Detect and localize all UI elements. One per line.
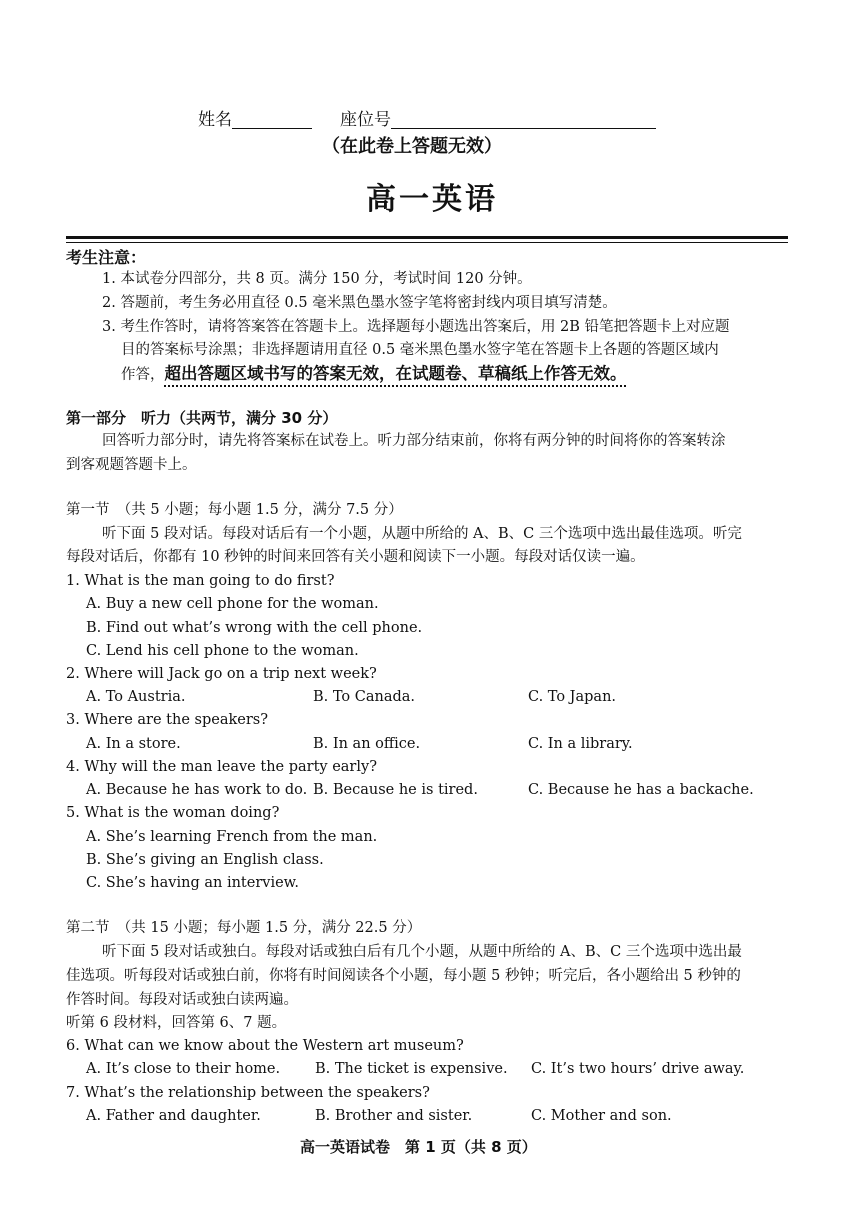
instructions-heading: 考生注意： [66,248,147,267]
part1-intro-2: 到客观题答题卡上。 [66,457,197,473]
q3-option-a: A. In a store. [86,736,181,752]
question-7: 7. What’s the relationship between the speakers? [66,1085,430,1101]
seat-blank [391,112,656,129]
q3-option-b: B. In an office. [313,736,421,752]
q3-option-c: C. In a library. [528,736,633,752]
part1-heading: 第一部分 听力（共两节，满分 30 分） [66,409,338,427]
q4-option-a: A. Because he has work to do. [86,782,308,798]
q6-option-a: A. It’s close to their home. [86,1061,281,1077]
q7-option-c: C. Mother and son. [531,1108,672,1124]
q7-option-b: B. Brother and sister. [315,1108,473,1124]
instruction-3-end [121,366,627,383]
question-4: 4. Why will the man leave the party early? [66,759,377,775]
section1-heading: 第一节 （共 5 小题；每小题 1.5 分，满分 7.5 分） [66,502,403,518]
instruction-2: 2. 答题前，考生务必用直径 0.5 毫米黑色墨水签字笔将密封线内项目填写清楚。 [102,295,617,311]
top-rule-thick [66,236,788,239]
section1-intro-2: 每段对话后，你都有 10 秒钟的时间来回答有关小题和阅读下一小题。每段对话仅读一遍。 [66,549,645,565]
q6-option-b: B. The ticket is expensive. [315,1061,508,1077]
q6-option-c: C. It’s two hours’ drive away. [531,1061,745,1077]
part1-intro-1: 回答听力部分时，请先将答案标在试卷上。听力部分结束前，你将有两分钟的时间将你的答案转涂 [102,433,726,449]
page-footer: 高一英语试卷 第 1 页（共 8 页） [300,1138,537,1156]
invalid-notice: （在此卷上答题无效） [322,136,502,157]
section2-intro-3: 作答时间。每段对话或独白读两遍。 [66,992,298,1008]
q2-option-c: C. To Japan. [528,689,617,705]
question-3: 3. Where are the speakers? [66,712,268,728]
seat-label: 座位号 [340,110,391,130]
q5-option-a: A. She’s learning French from the man. [86,829,378,845]
name-field [198,112,312,129]
q5-option-b: B. She’s giving an English class. [86,852,324,868]
q4-option-b: B. Because he is tired. [313,782,478,798]
instruction-emphasis: 超出答题区域书写的答案无效，在试题卷、草稿纸上作答无效。 [164,364,627,383]
q4-option-c: C. Because he has a backache. [528,782,754,798]
seat-field [340,112,656,129]
question-6: 6. What can we know about the Western art museum? [66,1038,464,1054]
name-blank [232,112,312,129]
section2-heading: 第二节 （共 15 小题；每小题 1.5 分，满分 22.5 分） [66,920,422,936]
q2-option-a: A. To Austria. [86,689,186,705]
q1-option-a: A. Buy a new cell phone for the woman. [86,596,379,612]
question-1: 1. What is the man going to do first? [66,573,335,589]
question-2: 2. Where will Jack go on a trip next week? [66,666,377,682]
instruction-3-end-text: 作答， [121,367,165,383]
top-rule-thin [66,242,788,243]
section2-intro-2: 佳选项。听每段对话或独白前，你将有时间阅读各个小题，每小题 5 秒钟；听完后，各小题给出 5 秒钟的 [66,968,741,984]
instruction-1: 1. 本试卷分四部分，共 8 页。满分 150 分，考试时间 120 分钟。 [102,271,532,287]
section2-material-6: 听第 6 段材料，回答第 6、7 题。 [66,1015,287,1031]
q5-option-c: C. She’s having an interview. [86,875,299,891]
question-5: 5. What is the woman doing? [66,805,280,821]
instruction-3: 3. 考生作答时，请将答案答在答题卡上。选择题每小题选出答案后，用 2B 铅笔把答题卡上对应题 [102,319,730,335]
instruction-3-cont: 目的答案标号涂黑；非选择题请用直径 0.5 毫米黑色墨水签字笔在答题卡上各题的答题区域内 [121,342,719,358]
q2-option-b: B. To Canada. [313,689,416,705]
q7-option-a: A. Father and daughter. [86,1108,261,1124]
section2-intro-1: 听下面 5 段对话或独白。每段对话或独白后有几个小题，从题中所给的 A、B、C 三个选项中选出最 [102,944,742,960]
section1-intro-1: 听下面 5 段对话。每段对话后有一个小题，从题中所给的 A、B、C 三个选项中选出最佳选项。听完 [102,526,742,542]
q1-option-b: B. Find out what’s wrong with the cell phone. [86,620,423,636]
page-title: 高一英语 [366,182,498,217]
q1-option-c: C. Lend his cell phone to the woman. [86,643,359,659]
name-label: 姓名 [198,110,232,130]
